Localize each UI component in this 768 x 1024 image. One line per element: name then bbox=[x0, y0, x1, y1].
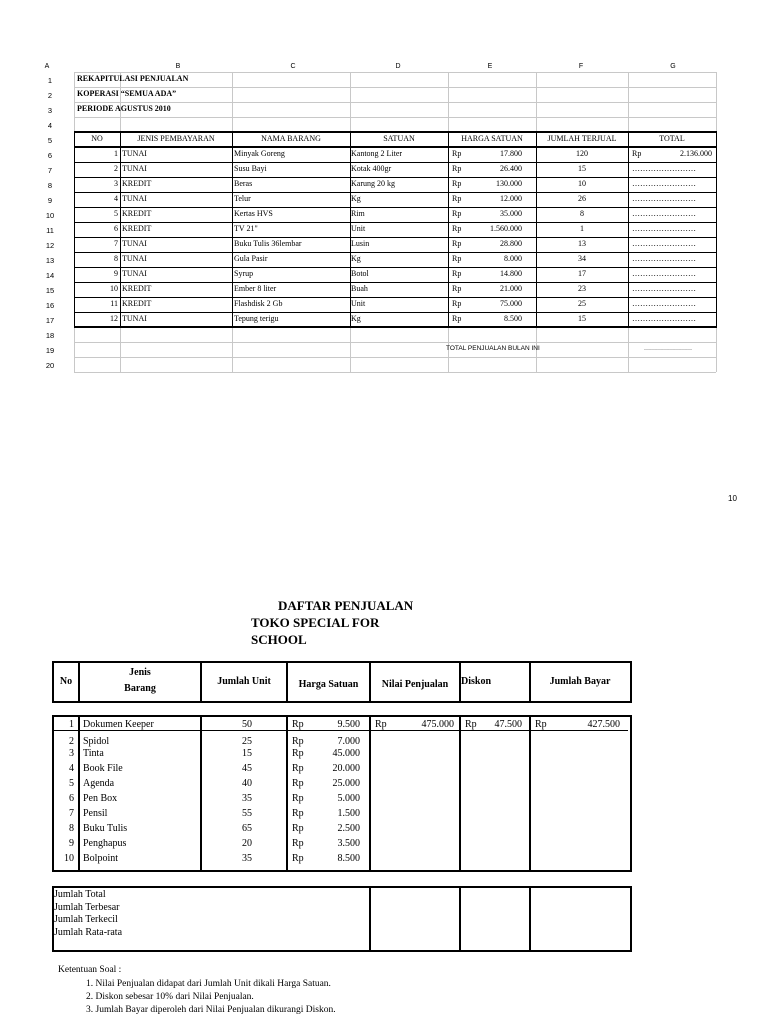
item-currency: Rp bbox=[292, 778, 304, 789]
row-qty: 34 bbox=[578, 254, 586, 263]
row-unit-price: 12.000 bbox=[500, 194, 522, 203]
column-heading: NO bbox=[91, 134, 103, 143]
table-line bbox=[529, 715, 531, 870]
row-currency: Rp bbox=[452, 194, 462, 203]
row-currency: Rp bbox=[452, 269, 462, 278]
row-number: 11 bbox=[46, 226, 54, 235]
summary-label: Jumlah Total bbox=[54, 889, 106, 900]
row-item-name: Gula Pasir bbox=[234, 254, 268, 263]
item-currency: Rp bbox=[292, 736, 304, 747]
row-currency: Rp bbox=[452, 149, 462, 158]
row-unit-price: 8.500 bbox=[504, 314, 522, 323]
row-item-name: Minyak Goreng bbox=[234, 149, 285, 158]
item-currency: Rp bbox=[292, 823, 304, 834]
item-unit-price: 7.000 bbox=[337, 736, 360, 747]
row-item-name: TV 21" bbox=[234, 224, 258, 233]
row-number: 9 bbox=[47, 196, 53, 205]
item-name: Spidol bbox=[83, 736, 110, 747]
item-name: Buku Tulis bbox=[83, 823, 128, 834]
row-qty: 10 bbox=[578, 179, 586, 188]
item-no: 6 bbox=[69, 793, 74, 804]
item-qty: 35 bbox=[242, 793, 252, 804]
row-total: …………………… bbox=[632, 194, 696, 203]
row-unit-price: 8.000 bbox=[504, 254, 522, 263]
item-no: 9 bbox=[69, 838, 74, 849]
column-header-d: D bbox=[395, 63, 401, 70]
row-number: 13 bbox=[45, 256, 55, 265]
note-3: 3. Jumlah Bayar diperoleh dari Nilai Penjualan dikurangi Diskon. bbox=[86, 1005, 336, 1015]
row-total: …………………… bbox=[632, 224, 696, 233]
item-name: Penghapus bbox=[83, 838, 127, 849]
row-currency: Rp bbox=[452, 314, 462, 323]
row-no: 9 bbox=[114, 269, 118, 278]
page-number: 10 bbox=[728, 494, 737, 503]
row-payment-type: TUNAI bbox=[122, 269, 147, 278]
summary-label: Jumlah Terbesar bbox=[54, 901, 120, 913]
item-unit-price: 5.000 bbox=[337, 793, 360, 804]
item-no: 4 bbox=[69, 763, 74, 774]
doc-title-line-2: TOKO SPECIAL FOR bbox=[251, 615, 380, 630]
row-total: …………………… bbox=[632, 239, 696, 248]
item-no: 10 bbox=[64, 853, 74, 864]
header-discount: Diskon bbox=[461, 676, 492, 687]
row-no: 7 bbox=[114, 239, 118, 248]
sheet-title-3: PERIODE AGUSTUS 2010 bbox=[77, 104, 171, 113]
row-unit-price: 28.800 bbox=[500, 239, 522, 248]
row-payment-type: KREDIT bbox=[122, 179, 152, 188]
item-currency: Rp bbox=[375, 719, 387, 730]
doc-title-line-1: DAFTAR PENJUALAN bbox=[278, 598, 414, 613]
column-header-e: E bbox=[487, 63, 493, 70]
row-payment-type: KREDIT bbox=[122, 209, 152, 218]
row-unit: Unit bbox=[351, 224, 366, 233]
header-jenis-line-2: Barang bbox=[124, 683, 156, 694]
row-item-name: Beras bbox=[234, 179, 253, 188]
row-total: …………………… bbox=[632, 164, 696, 173]
row-payment-type: TUNAI bbox=[122, 254, 147, 263]
column-heading: HARGA SATUAN bbox=[461, 134, 523, 143]
row-unit: Rim bbox=[351, 209, 365, 218]
doc-title-line-3: SCHOOL bbox=[251, 632, 307, 647]
item-amount-paid: 427.500 bbox=[587, 719, 620, 730]
row-payment-type: TUNAI bbox=[122, 164, 147, 173]
row-qty: 8 bbox=[580, 209, 584, 218]
sheet-title-1: REKAPITULASI PENJUALAN bbox=[77, 74, 189, 83]
row-number: 19 bbox=[45, 346, 55, 355]
row-currency: Rp bbox=[452, 239, 462, 248]
row-unit: Buah bbox=[351, 284, 368, 293]
item-qty: 40 bbox=[242, 778, 252, 789]
column-heading: JENIS PEMBAYARAN bbox=[137, 134, 215, 143]
row-number: 16 bbox=[45, 301, 55, 310]
item-qty: 50 bbox=[242, 719, 252, 730]
table-line bbox=[369, 715, 371, 870]
item-currency: Rp bbox=[292, 793, 304, 804]
item-unit-price: 3.500 bbox=[337, 838, 360, 849]
row-number: 20 bbox=[45, 361, 55, 370]
item-qty: 15 bbox=[242, 748, 252, 759]
row-unit-price: 26.400 bbox=[500, 164, 522, 173]
item-no: 7 bbox=[69, 808, 74, 819]
item-currency: Rp bbox=[292, 853, 304, 864]
column-heading: TOTAL bbox=[659, 134, 685, 143]
row-no: 6 bbox=[114, 224, 118, 233]
row-qty: 23 bbox=[578, 284, 586, 293]
row-currency: Rp bbox=[452, 209, 462, 218]
summary-label: Jumlah Terkecil bbox=[54, 914, 118, 925]
grid-line bbox=[74, 357, 716, 358]
row-unit: Kotak 400gr bbox=[351, 164, 392, 173]
row-unit: Kantong 2 Liter bbox=[351, 149, 403, 158]
row-number: 17 bbox=[45, 316, 55, 325]
column-header-c: C bbox=[290, 63, 296, 70]
row-no: 8 bbox=[114, 254, 118, 263]
row-qty: 13 bbox=[578, 239, 586, 248]
row-no: 2 bbox=[114, 164, 118, 173]
header-unit: Jumlah Unit bbox=[217, 676, 271, 687]
table-line bbox=[369, 886, 371, 950]
item-name: Pen Box bbox=[83, 793, 118, 804]
summary-label: Jumlah Rata-rata bbox=[54, 926, 123, 938]
row-qty: 120 bbox=[576, 149, 588, 158]
item-qty: 35 bbox=[242, 853, 252, 864]
note-2: 2. Diskon sebesar 10% dari Nilai Penjualan. bbox=[86, 992, 254, 1002]
row-payment-type: KREDIT bbox=[122, 299, 152, 308]
item-currency: Rp bbox=[292, 838, 304, 849]
item-no: 5 bbox=[69, 778, 74, 789]
table-border bbox=[232, 131, 233, 328]
row-number: 18 bbox=[45, 331, 55, 340]
row-unit: Botol bbox=[351, 269, 369, 278]
row-unit-price: 17.800 bbox=[500, 149, 522, 158]
row-number: 2 bbox=[47, 91, 53, 100]
row-total: …………………… bbox=[632, 179, 696, 188]
item-unit-price: 1.500 bbox=[337, 808, 360, 819]
row-qty: 1 bbox=[580, 224, 584, 233]
row-payment-type: TUNAI bbox=[122, 194, 147, 203]
row-unit: Kg bbox=[351, 194, 361, 203]
item-discount: 47.500 bbox=[494, 719, 522, 730]
row-total: …………………… bbox=[632, 209, 696, 218]
row-payment-type: TUNAI bbox=[122, 149, 147, 158]
item-qty: 65 bbox=[242, 823, 252, 834]
row-no: 1 bbox=[114, 149, 118, 158]
row-item-name: Tepung terigu bbox=[234, 314, 279, 323]
item-sales-value: 475.000 bbox=[421, 719, 454, 730]
item-qty: 20 bbox=[242, 838, 252, 849]
row-total: …………………… bbox=[632, 314, 696, 323]
row-qty: 15 bbox=[578, 164, 586, 173]
row-qty: 26 bbox=[578, 194, 586, 203]
item-unit-price: 25.000 bbox=[332, 778, 360, 789]
row-qty: 25 bbox=[578, 299, 586, 308]
item-no: 2 bbox=[69, 736, 74, 747]
row-unit: Kg bbox=[351, 314, 361, 323]
row-item-name: Flashdisk 2 Gb bbox=[234, 299, 283, 308]
row-unit-price: 14.800 bbox=[500, 269, 522, 278]
row-unit: Unit bbox=[351, 299, 366, 308]
column-header-g: G bbox=[670, 63, 676, 70]
row-currency: Rp bbox=[452, 179, 462, 188]
item-qty: 45 bbox=[242, 763, 252, 774]
table-line bbox=[459, 715, 461, 870]
item-name: Dokumen Keeper bbox=[83, 719, 154, 730]
item-currency: Rp bbox=[292, 719, 304, 730]
sheet-title-2: KOPERASI “SEMUA ADA” bbox=[77, 89, 177, 98]
row-currency: Rp bbox=[632, 149, 642, 158]
row-item-name: Syrup bbox=[234, 269, 254, 278]
column-heading: SATUAN bbox=[383, 134, 415, 143]
row-unit-price: 75.000 bbox=[500, 299, 522, 308]
row-payment-type: KREDIT bbox=[122, 224, 152, 233]
header-jenis-line-1: Jenis bbox=[129, 667, 151, 678]
row-unit-price: 130.000 bbox=[496, 179, 522, 188]
table-border bbox=[120, 131, 121, 328]
row-number: 14 bbox=[45, 271, 55, 280]
header-amount-paid: Jumlah Bayar bbox=[549, 676, 611, 687]
item-name: Agenda bbox=[83, 778, 115, 789]
row-no: 5 bbox=[114, 209, 118, 218]
item-name: Book File bbox=[83, 763, 123, 774]
row-number: 10 bbox=[45, 211, 55, 220]
item-name: Bolpoint bbox=[83, 853, 119, 864]
item-no: 3 bbox=[69, 748, 74, 759]
item-unit-price: 9.500 bbox=[337, 719, 360, 730]
row-item-name: Telur bbox=[234, 194, 251, 203]
row-number: 3 bbox=[47, 106, 53, 115]
row-item-name: Ember 8 liter bbox=[234, 284, 277, 293]
row-qty: 17 bbox=[578, 269, 586, 278]
row-unit-price: 1.560.000 bbox=[490, 224, 522, 233]
item-name: Tinta bbox=[83, 748, 104, 759]
header-no: No bbox=[59, 676, 73, 687]
row-total: …………………… bbox=[632, 284, 696, 293]
table-border bbox=[448, 131, 449, 328]
row-total: …………………… bbox=[632, 254, 696, 263]
row-item-name: Kertas HVS bbox=[234, 209, 273, 218]
column-header-f: F bbox=[578, 63, 584, 70]
item-currency: Rp bbox=[465, 719, 477, 730]
column-heading: JUMLAH TERJUAL bbox=[547, 134, 617, 143]
grid-line bbox=[74, 117, 716, 118]
table-border bbox=[628, 131, 629, 328]
table-line bbox=[78, 715, 80, 870]
table-border bbox=[716, 131, 717, 328]
row-unit: Lusin bbox=[351, 239, 370, 248]
item-currency: Rp bbox=[292, 808, 304, 819]
row-number: 15 bbox=[45, 286, 55, 295]
table-line bbox=[459, 886, 461, 950]
row-payment-type: TUNAI bbox=[122, 314, 147, 323]
item-qty: 55 bbox=[242, 808, 252, 819]
column-header-b: B bbox=[175, 63, 181, 70]
row-number: 8 bbox=[47, 181, 53, 190]
row-currency: Rp bbox=[452, 299, 462, 308]
table-line bbox=[529, 886, 531, 950]
item-unit-price: 20.000 bbox=[332, 763, 360, 774]
grid-line bbox=[74, 372, 716, 373]
row-number: 7 bbox=[47, 166, 53, 175]
row-qty: 15 bbox=[578, 314, 586, 323]
item-currency: Rp bbox=[292, 763, 304, 774]
table-border bbox=[74, 327, 716, 328]
item-qty: 25 bbox=[242, 736, 252, 747]
row-unit-price: 35.000 bbox=[500, 209, 522, 218]
row-no: 12 bbox=[110, 314, 118, 323]
row-no: 10 bbox=[110, 284, 118, 293]
item-currency: Rp bbox=[535, 719, 547, 730]
item-unit-price: 2.500 bbox=[337, 823, 360, 834]
header-sales-value: Nilai Penjualan bbox=[381, 679, 449, 690]
row-total: …………………… bbox=[632, 299, 696, 308]
row-no: 3 bbox=[114, 179, 118, 188]
item-unit-price: 45.000 bbox=[332, 748, 360, 759]
row-currency: Rp bbox=[452, 284, 462, 293]
column-heading: NAMA BARANG bbox=[261, 134, 321, 143]
item-no: 1 bbox=[69, 719, 74, 730]
row-number: 5 bbox=[47, 136, 53, 145]
row-item-name: Buku Tulis 36lembar bbox=[234, 239, 302, 248]
row-total: …………………… bbox=[632, 269, 696, 278]
row-no: 4 bbox=[114, 194, 118, 203]
row-unit: Karung 20 kg bbox=[351, 179, 395, 188]
total-value: …………………… bbox=[644, 346, 692, 352]
row-number: 6 bbox=[47, 151, 53, 160]
table-line bbox=[286, 715, 288, 870]
header-unit-price: Harga Satuan bbox=[298, 679, 359, 690]
row-payment-type: TUNAI bbox=[122, 239, 147, 248]
row-item-name: Susu Bayi bbox=[234, 164, 267, 173]
item-no: 8 bbox=[69, 823, 74, 834]
notes-title: Ketentuan Soal : bbox=[58, 965, 122, 975]
item-unit-price: 8.500 bbox=[337, 853, 360, 864]
row-payment-type: KREDIT bbox=[122, 284, 152, 293]
row-currency: Rp bbox=[452, 224, 462, 233]
row-currency: Rp bbox=[452, 254, 462, 263]
row-number: 1 bbox=[47, 76, 53, 85]
total-label: TOTAL PENJUALAN BULAN INI bbox=[446, 345, 540, 352]
row-number: 12 bbox=[45, 241, 55, 250]
item-currency: Rp bbox=[292, 748, 304, 759]
row-unit: Kg bbox=[351, 254, 361, 263]
column-header-a: A bbox=[44, 63, 50, 70]
note-1: 1. Nilai Penjualan didapat dari Jumlah Unit dikali Harga Satuan. bbox=[86, 979, 331, 989]
item-name: Pensil bbox=[83, 808, 108, 819]
row-no: 11 bbox=[110, 299, 118, 308]
row-unit-price: 21.000 bbox=[500, 284, 522, 293]
row-number: 4 bbox=[47, 121, 53, 130]
row-currency: Rp bbox=[452, 164, 462, 173]
row-total: 2.136.000 bbox=[680, 149, 712, 158]
